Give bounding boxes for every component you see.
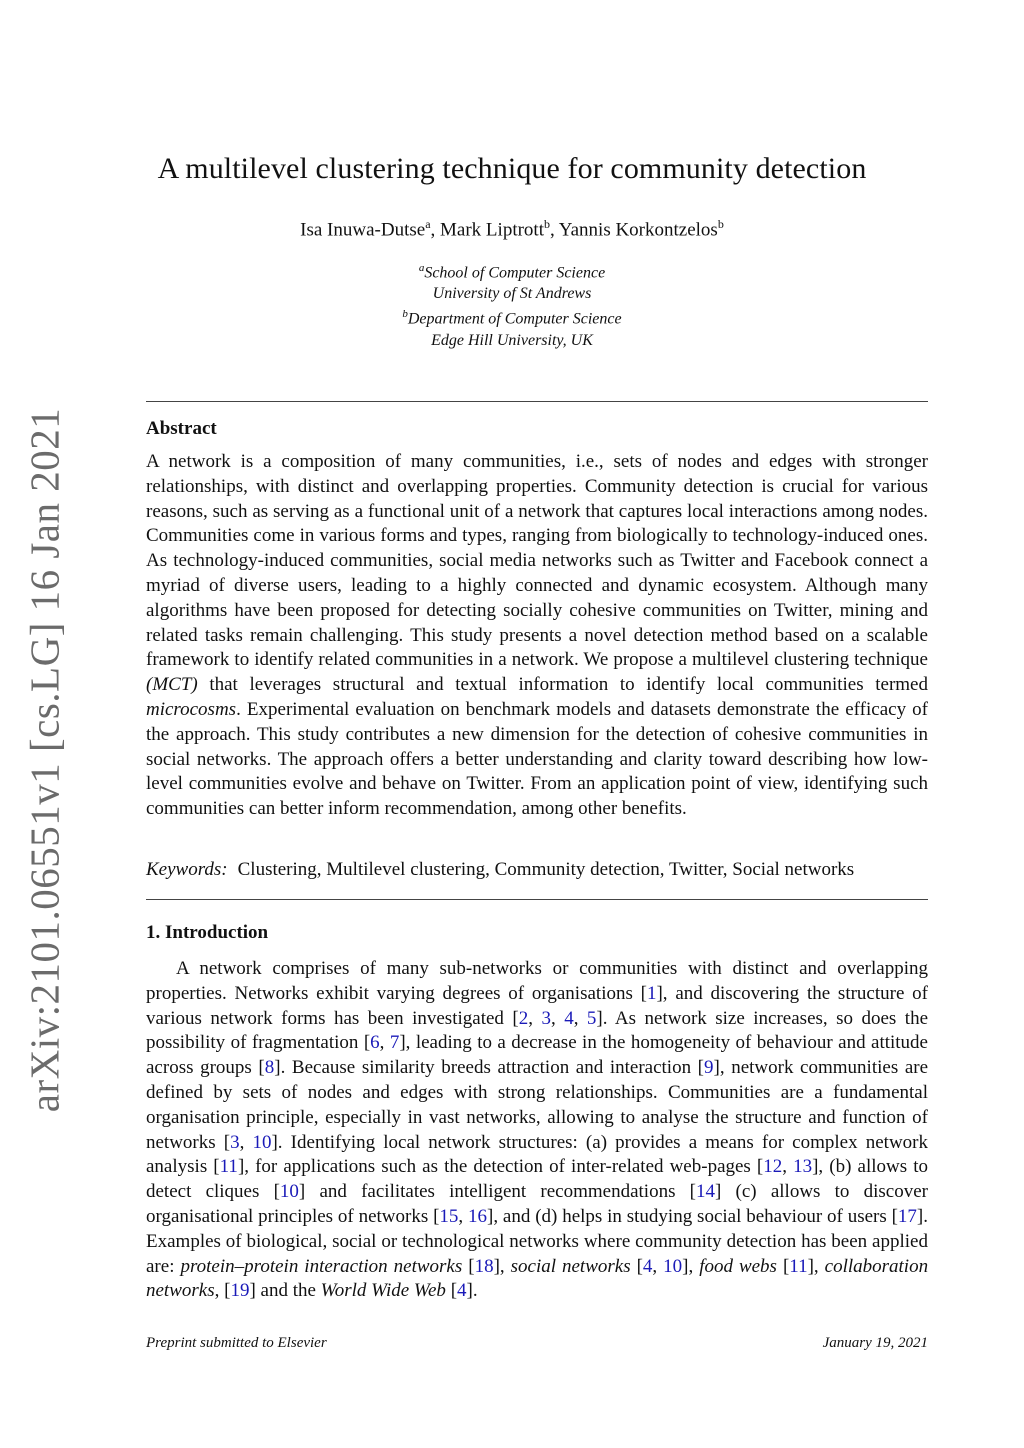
keywords-label: Keywords: — [146, 859, 228, 880]
citation-link[interactable]: 15 — [439, 1205, 459, 1227]
abstract-term-mct: (MCT) — [146, 674, 198, 696]
citation-link[interactable]: 7 — [389, 1032, 400, 1054]
italic-term: protein–protein interaction networks — [180, 1255, 463, 1277]
paragraph-text: [ — [630, 1255, 643, 1277]
paragraph-text: , — [379, 1032, 390, 1054]
affiliation-line — [0, 304, 1024, 329]
italic-term: social networks — [510, 1255, 631, 1277]
affiliation-mark: a — [418, 262, 425, 274]
abstract-top-rule — [146, 401, 928, 402]
citation-link[interactable]: 4 — [564, 1007, 574, 1029]
paragraph-text: A network comprises of many sub-networks or communities with distinct and overlapping properties. Networks exhibit varying degrees of organisations [ — [146, 958, 928, 1004]
citation-link[interactable]: 6 — [370, 1032, 380, 1054]
paragraph-text: [ — [445, 1280, 458, 1302]
paragraph-text: ], — [493, 1255, 511, 1277]
italic-term: food webs — [699, 1255, 777, 1277]
paragraph-text: , — [239, 1131, 253, 1153]
paragraph-text: , — [652, 1255, 664, 1277]
author-name: Isa Inuwa-Dutse — [300, 219, 426, 241]
citation-link[interactable]: 13 — [793, 1156, 813, 1178]
paragraph-text: ]. Because similarity breeds attraction and interaction [ — [274, 1057, 705, 1079]
paper-title: A multilevel clustering technique for community detection — [157, 152, 867, 185]
paragraph-text: ]. As network size increases, so does the possibility of fragmentation [ — [146, 1007, 929, 1054]
italic-term: World Wide Web — [320, 1280, 446, 1302]
paragraph-text: ]. Identifying local network structures: (a) provides a means for complex network analysis [ — [146, 1131, 928, 1178]
author-affiliation-mark: b — [717, 217, 724, 231]
paragraph-text: ] (c) allows to discover organisational principles of networks [ — [146, 1181, 928, 1227]
paragraph-text: , — [573, 1007, 587, 1029]
abstract-text-part: A network is a composition of many communities, i.e., sets of nodes and edges with stronger relationships, with distinct and overlapping properties. Community detection is crucial for various reasons, such as serving as a functional unit of a network that captures local interactions among nodes. Communities come in various forms and types, ranging from biologically to technology-induced ones. As technology-induced communities, social media networks such as Twitter and Facebook connect a myriad of diverse users, leading to a highly connected and dynamic ecosystem. Although many algorithms have been proposed for detecting socially cohesive communities on Twitter, mining and related tasks remain challenging. This study presents a novel detection method based on a scalable framework to identify related communities in a network. We propose a multilevel clustering technique — [146, 451, 928, 671]
paragraph-text: , [ — [214, 1280, 231, 1302]
paragraph-text: ], — [807, 1255, 825, 1277]
introduction-paragraph — [146, 957, 928, 1304]
paragraph-text: ], and discovering the structure of various network forms has been investigated [ — [146, 982, 928, 1029]
keywords — [146, 859, 928, 881]
section-heading-introduction: 1. Introduction — [146, 922, 269, 943]
affiliation-line — [0, 283, 1024, 304]
abstract-text-part: . Experimental evaluation on benchmark models and datasets demonstrate the efficacy of the approach. This study contributes a new dimension for the detection of cohesive communities in social networks. The approach offers a better understanding and clarity toward describing how low-level communities evolve and behave on Twitter. From an application point of view, identifying such communities can better inform recommendation, among other benefits. — [146, 698, 928, 820]
affiliation-line — [0, 258, 1024, 283]
citation-link[interactable]: 9 — [704, 1057, 714, 1079]
abstract-text-part: that leverages structural and textual information to identify local communities termed — [197, 674, 928, 696]
italic-term: collaboration networks — [146, 1255, 929, 1302]
author-list: Isa Inuwa-Dutse$^a$, Mark Liptrott$^b$, Yannis Korkontzelos$^b$ — [300, 217, 724, 241]
citation-link[interactable]: 8 — [264, 1057, 275, 1079]
abstract-text — [146, 450, 928, 822]
keywords-text: Clustering, Multilevel clustering, Community detection, Twitter, Social networks — [237, 859, 855, 880]
abstract-heading: Abstract — [146, 418, 217, 439]
citation-link[interactable]: 11 — [219, 1156, 238, 1178]
citation-link[interactable]: 1 — [646, 982, 657, 1004]
citation-link[interactable]: 10 — [279, 1181, 299, 1203]
paragraph-text: ], (b) allows to detect cliques [ — [146, 1156, 929, 1203]
affiliation-line — [0, 330, 1024, 351]
author-name: Mark Liptrott — [440, 219, 544, 241]
abstract-bottom-rule — [146, 899, 928, 900]
citation-link[interactable]: 14 — [696, 1181, 715, 1203]
affiliation-text: Department of Computer Science — [407, 310, 622, 328]
citation-link[interactable]: 17 — [897, 1205, 917, 1227]
author-affiliation-mark: b — [543, 217, 550, 231]
author-name: Yannis Korkontzelos — [558, 219, 718, 241]
citation-link[interactable]: 5 — [586, 1007, 597, 1029]
paragraph-text: ]. Examples of biological, social or technological networks where community detection has been applied are: — [146, 1205, 928, 1277]
paragraph-text: ], and (d) helps in studying social behaviour of users [ — [487, 1205, 898, 1227]
paragraph-text: ] and the — [249, 1280, 321, 1302]
paragraph-text: , — [550, 1007, 565, 1029]
affiliation-text: School of Computer Science — [424, 264, 606, 282]
paragraph-text: , — [782, 1156, 794, 1178]
citation-link[interactable]: 2 — [518, 1007, 529, 1029]
paragraph-text: ]. — [466, 1280, 478, 1302]
paragraph-text: , — [458, 1205, 468, 1227]
footer-preprint-note: Preprint submitted to Elsevier — [146, 1335, 327, 1351]
affiliation-text: University of St Andrews — [432, 285, 592, 303]
citation-link[interactable]: 18 — [474, 1255, 494, 1277]
paragraph-text: ], — [682, 1255, 700, 1277]
citation-link[interactable]: 19 — [230, 1280, 250, 1302]
paragraph-text: ], leading to a decrease in the homogeneity of behaviour and attitude across groups [ — [146, 1032, 928, 1079]
paragraph-text: ] and facilitates intelligent recommendations [ — [298, 1181, 696, 1203]
arxiv-identifier-text: arXiv:2101.06551v1 [cs.LG] 16 Jan 2021 — [21, 407, 68, 1113]
paragraph-text: , — [528, 1007, 542, 1029]
footer-date: January 19, 2021 — [822, 1335, 928, 1351]
citation-link[interactable]: 3 — [541, 1007, 551, 1029]
citation-link[interactable]: 4 — [642, 1255, 653, 1277]
paragraph-text: ], network communities are defined by sets of nodes and edges with strong relationships. Communities are a fundamental organisation principle, especially in vast networks, allowing to analyse the structure and function of networks [ — [146, 1057, 929, 1153]
author-affiliation-mark: a — [425, 217, 431, 231]
affiliation-text: Edge Hill University, UK — [431, 331, 593, 349]
affiliation-mark: b — [402, 308, 408, 321]
paragraph-text: ], for applications such as the detection of inter-related web-pages [ — [237, 1156, 764, 1178]
citation-link[interactable]: 12 — [763, 1156, 783, 1178]
citation-link[interactable]: 4 — [457, 1280, 467, 1302]
affiliations — [0, 258, 1024, 351]
citation-link[interactable]: 16 — [468, 1205, 487, 1227]
citation-link[interactable]: 11 — [789, 1255, 808, 1277]
paragraph-text: [ — [776, 1255, 790, 1277]
citation-link[interactable]: 3 — [230, 1131, 240, 1153]
arxiv-identifier-stamp — [20, 407, 68, 1113]
paragraph-text: [ — [462, 1255, 475, 1277]
abstract-term-microcosms: microcosms — [146, 698, 237, 720]
citation-link[interactable]: 10 — [252, 1131, 272, 1153]
citation-link[interactable]: 10 — [663, 1255, 683, 1277]
